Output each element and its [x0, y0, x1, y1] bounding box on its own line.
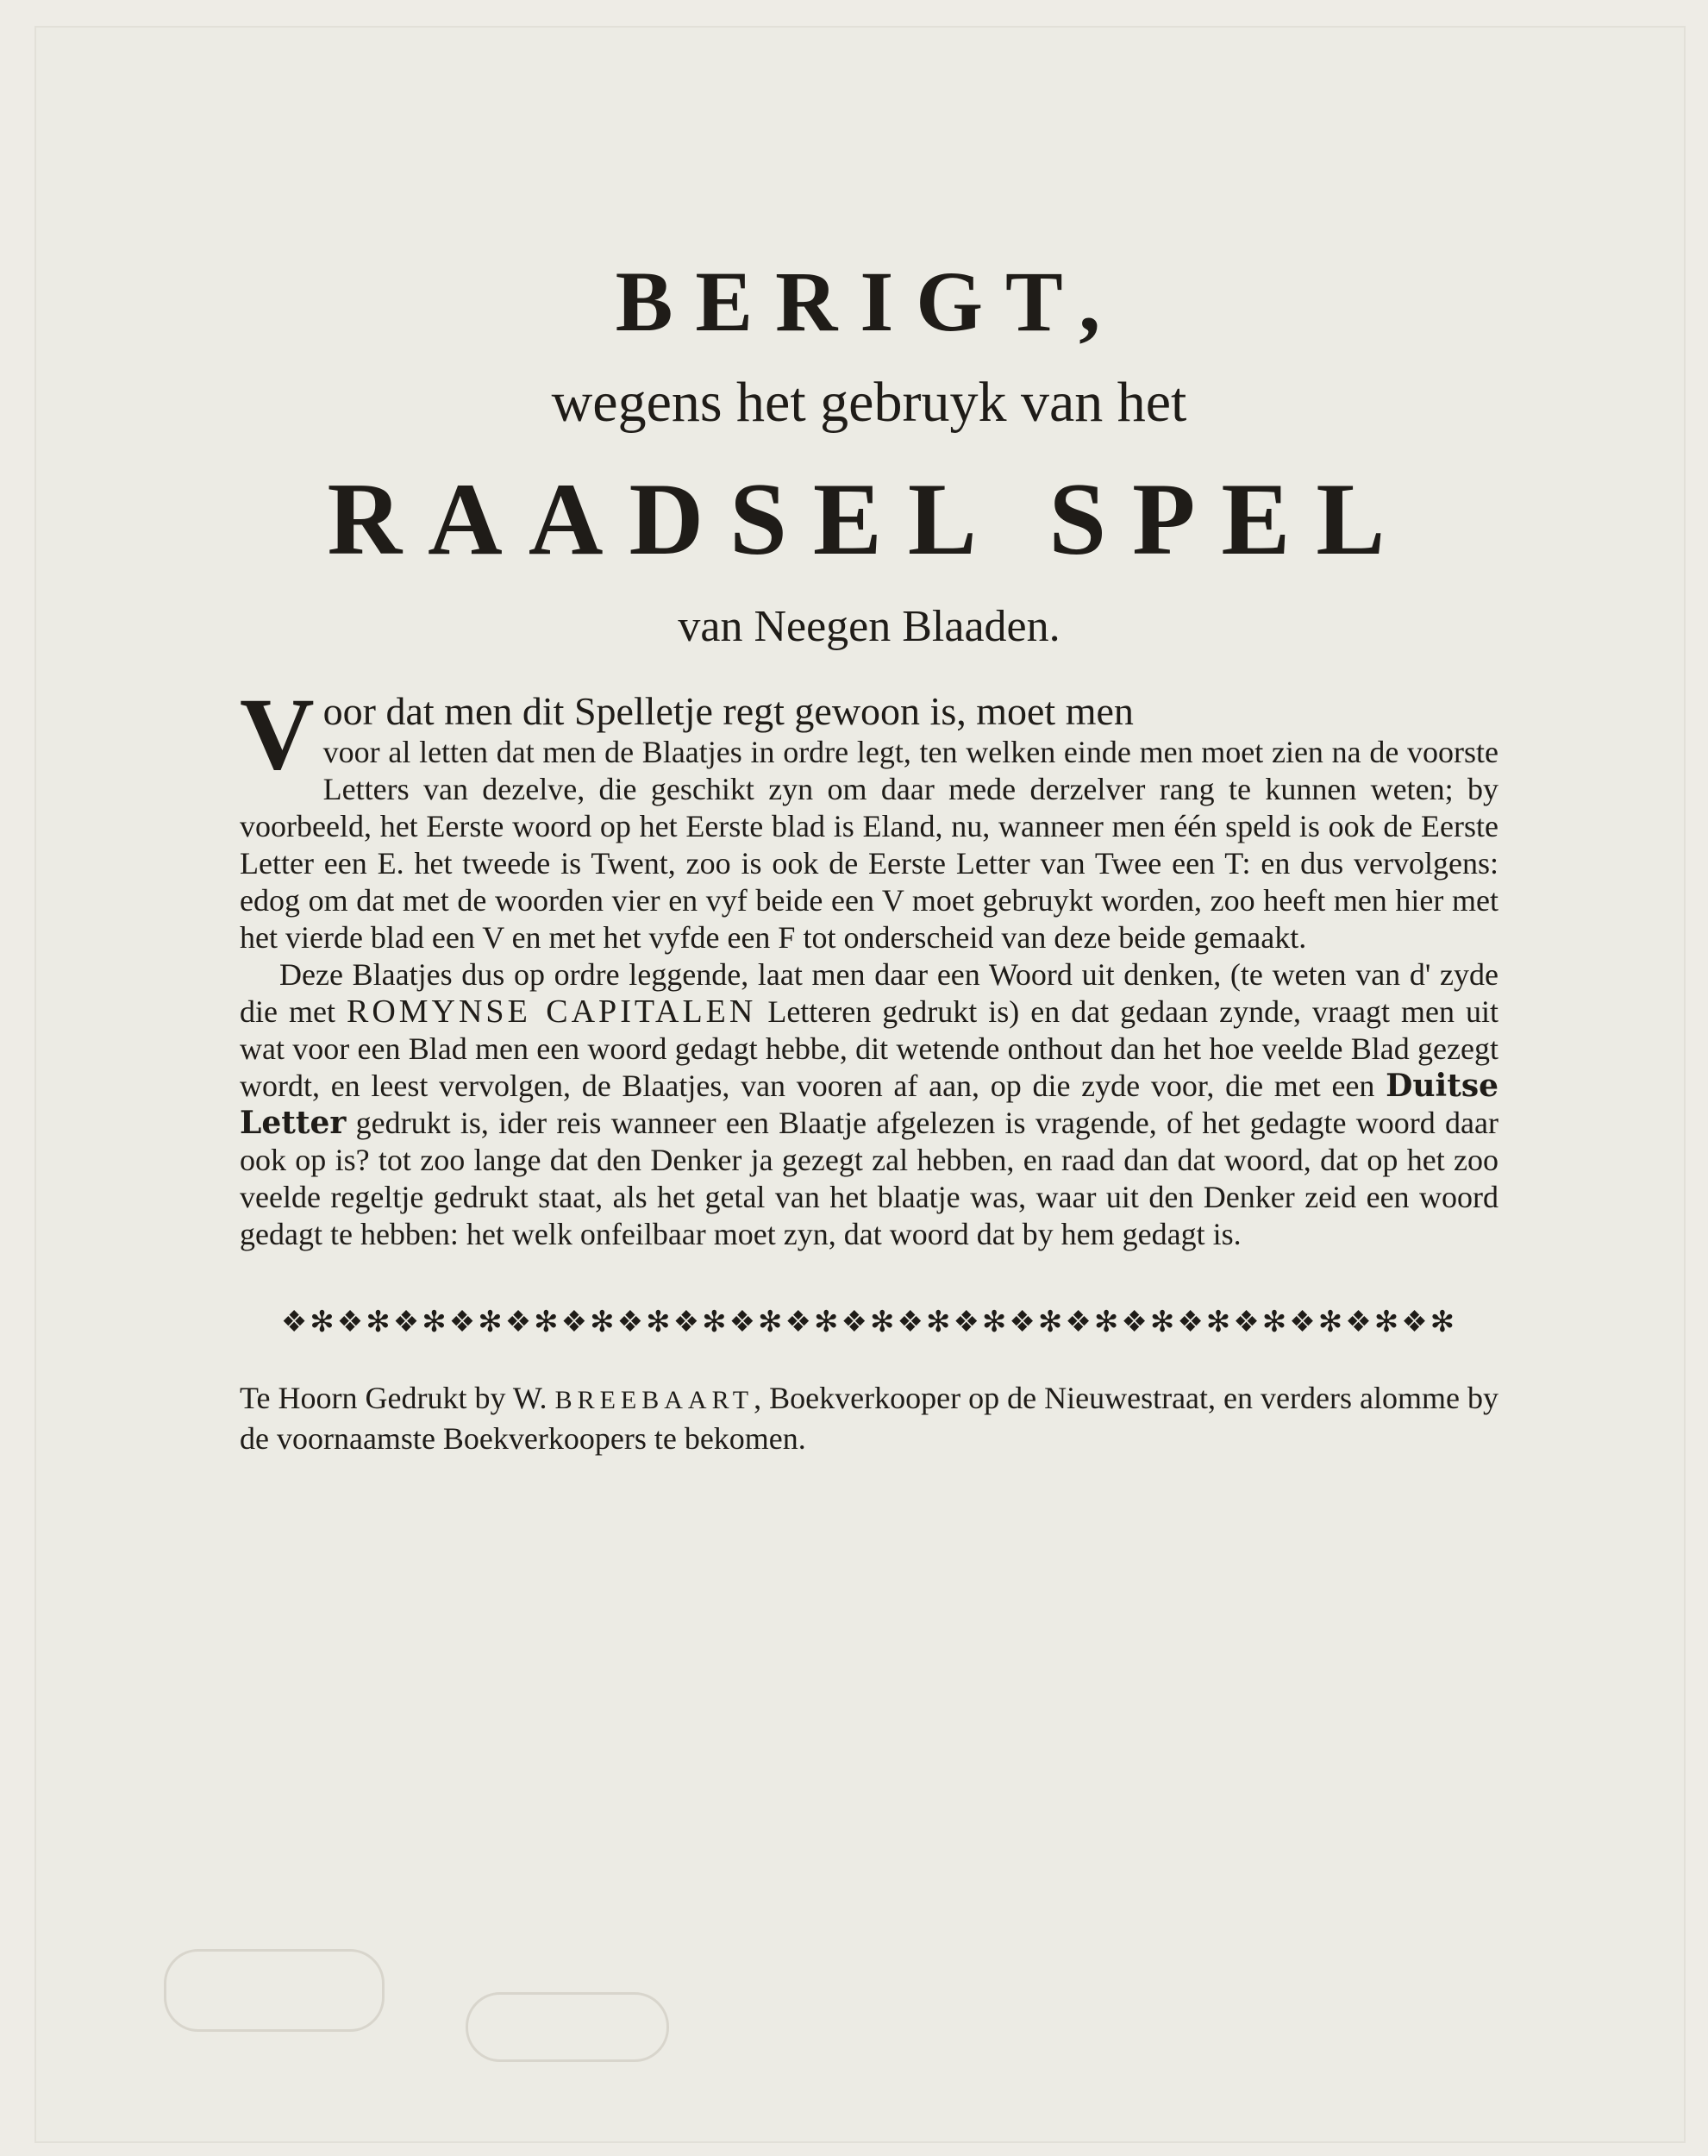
- drop-cap: V: [240, 675, 315, 791]
- paragraph-2-part-b: Letteren gedrukt is) en dat gedaan zynde, vraagt men uit wat voor een Blad men een woord gedagt hebbe, dit wetende onthout dan het hoe veelde Blad gezegt wordt, en leest vervolgen, de Blaatjes, van vooren af aan, op die zyde voor, die met een: [240, 993, 1498, 1103]
- paragraph-2-capitals: ROMYNSE CAPITALEN: [346, 993, 757, 1030]
- paragraph-2-part-a: Deze Blaatjes dus op ordre leggende, laat men daar een Woord uit denken, (te weten van d' zyde die met: [240, 956, 1498, 1029]
- paper-sheet: [34, 26, 1686, 2143]
- paragraph-2: [240, 956, 1498, 1253]
- paragraph-1-text: voor al letten dat men de Blaatjes in ordre legt, ten welken einde men moet zien na de voorste Letters van dezelve, die geschikt zyn om daar mede derzelver rang te kunnen weten; by voorbeeld, het Eerste woord op het Eerste blad is Eland, nu, wanneer men één speld is ook de Eerste Letter een E. het tweede is Twent, zoo is ook de Eerste Letter van Twee een T: en dus vervolgens: edog om dat met de woorden vier en vyf beide een V moet gebruykt worden, zoo heeft men hier met het vierde blad een V en met het vyfde een F tot onderscheid van deze beide gemaakt.: [240, 734, 1498, 955]
- notice-content: [240, 254, 1498, 1457]
- faint-stamp-left: [164, 1949, 385, 2032]
- title-main: BERIGT,: [615, 254, 1123, 349]
- faint-stamp-center: [466, 1992, 669, 2062]
- paragraph-2-part-c: gedrukt is, ider reis wanneer een Blaatje afgelezen is vragende, of het gedagte woord daar ook op is? tot zoo lange dat den Denker ja gezegt zal hebben, en raad dan dat woord, dat op het zoo veelde regeltje gedrukt staat, als het getal van het blaatje was, waar uit den Denker zeid een woord gedagt te hebben: het welk onfeilbaar moet zyn, dat woord dat by hem gedagt is.: [240, 1105, 1498, 1251]
- first-line: oor dat men dit Spelletje regt gewoon is, moet men: [322, 688, 1134, 733]
- title-game-name: RAADSEL SPEL: [327, 461, 1411, 577]
- title-detail: van Neegen Blaaden.: [678, 602, 1060, 652]
- imprint-printer-name: BREEBAART: [554, 1385, 754, 1414]
- paragraph-2-gothic: Duitse Letter: [240, 1067, 1499, 1141]
- imprint-part-a: Te Hoorn Gedrukt by W.: [240, 1380, 547, 1415]
- title-subtitle: wegens het gebruyk van het: [551, 371, 1187, 434]
- body-text: [240, 675, 1499, 1253]
- ornament-border: ❖✻❖✻❖✻❖✻❖✻❖✻❖✻❖✻❖✻❖✻❖✻❖✻❖✻❖✻❖✻❖✻❖✻❖✻❖✻❖✻❖✻: [280, 1306, 1458, 1338]
- paragraph-1: [240, 675, 1498, 956]
- imprint: [240, 1379, 1498, 1457]
- imprint-part-b: , Boekverkooper op de Nieuwestraat, en verders alomme by de voornaamste Boekverkoopers te bekomen.: [240, 1380, 1499, 1456]
